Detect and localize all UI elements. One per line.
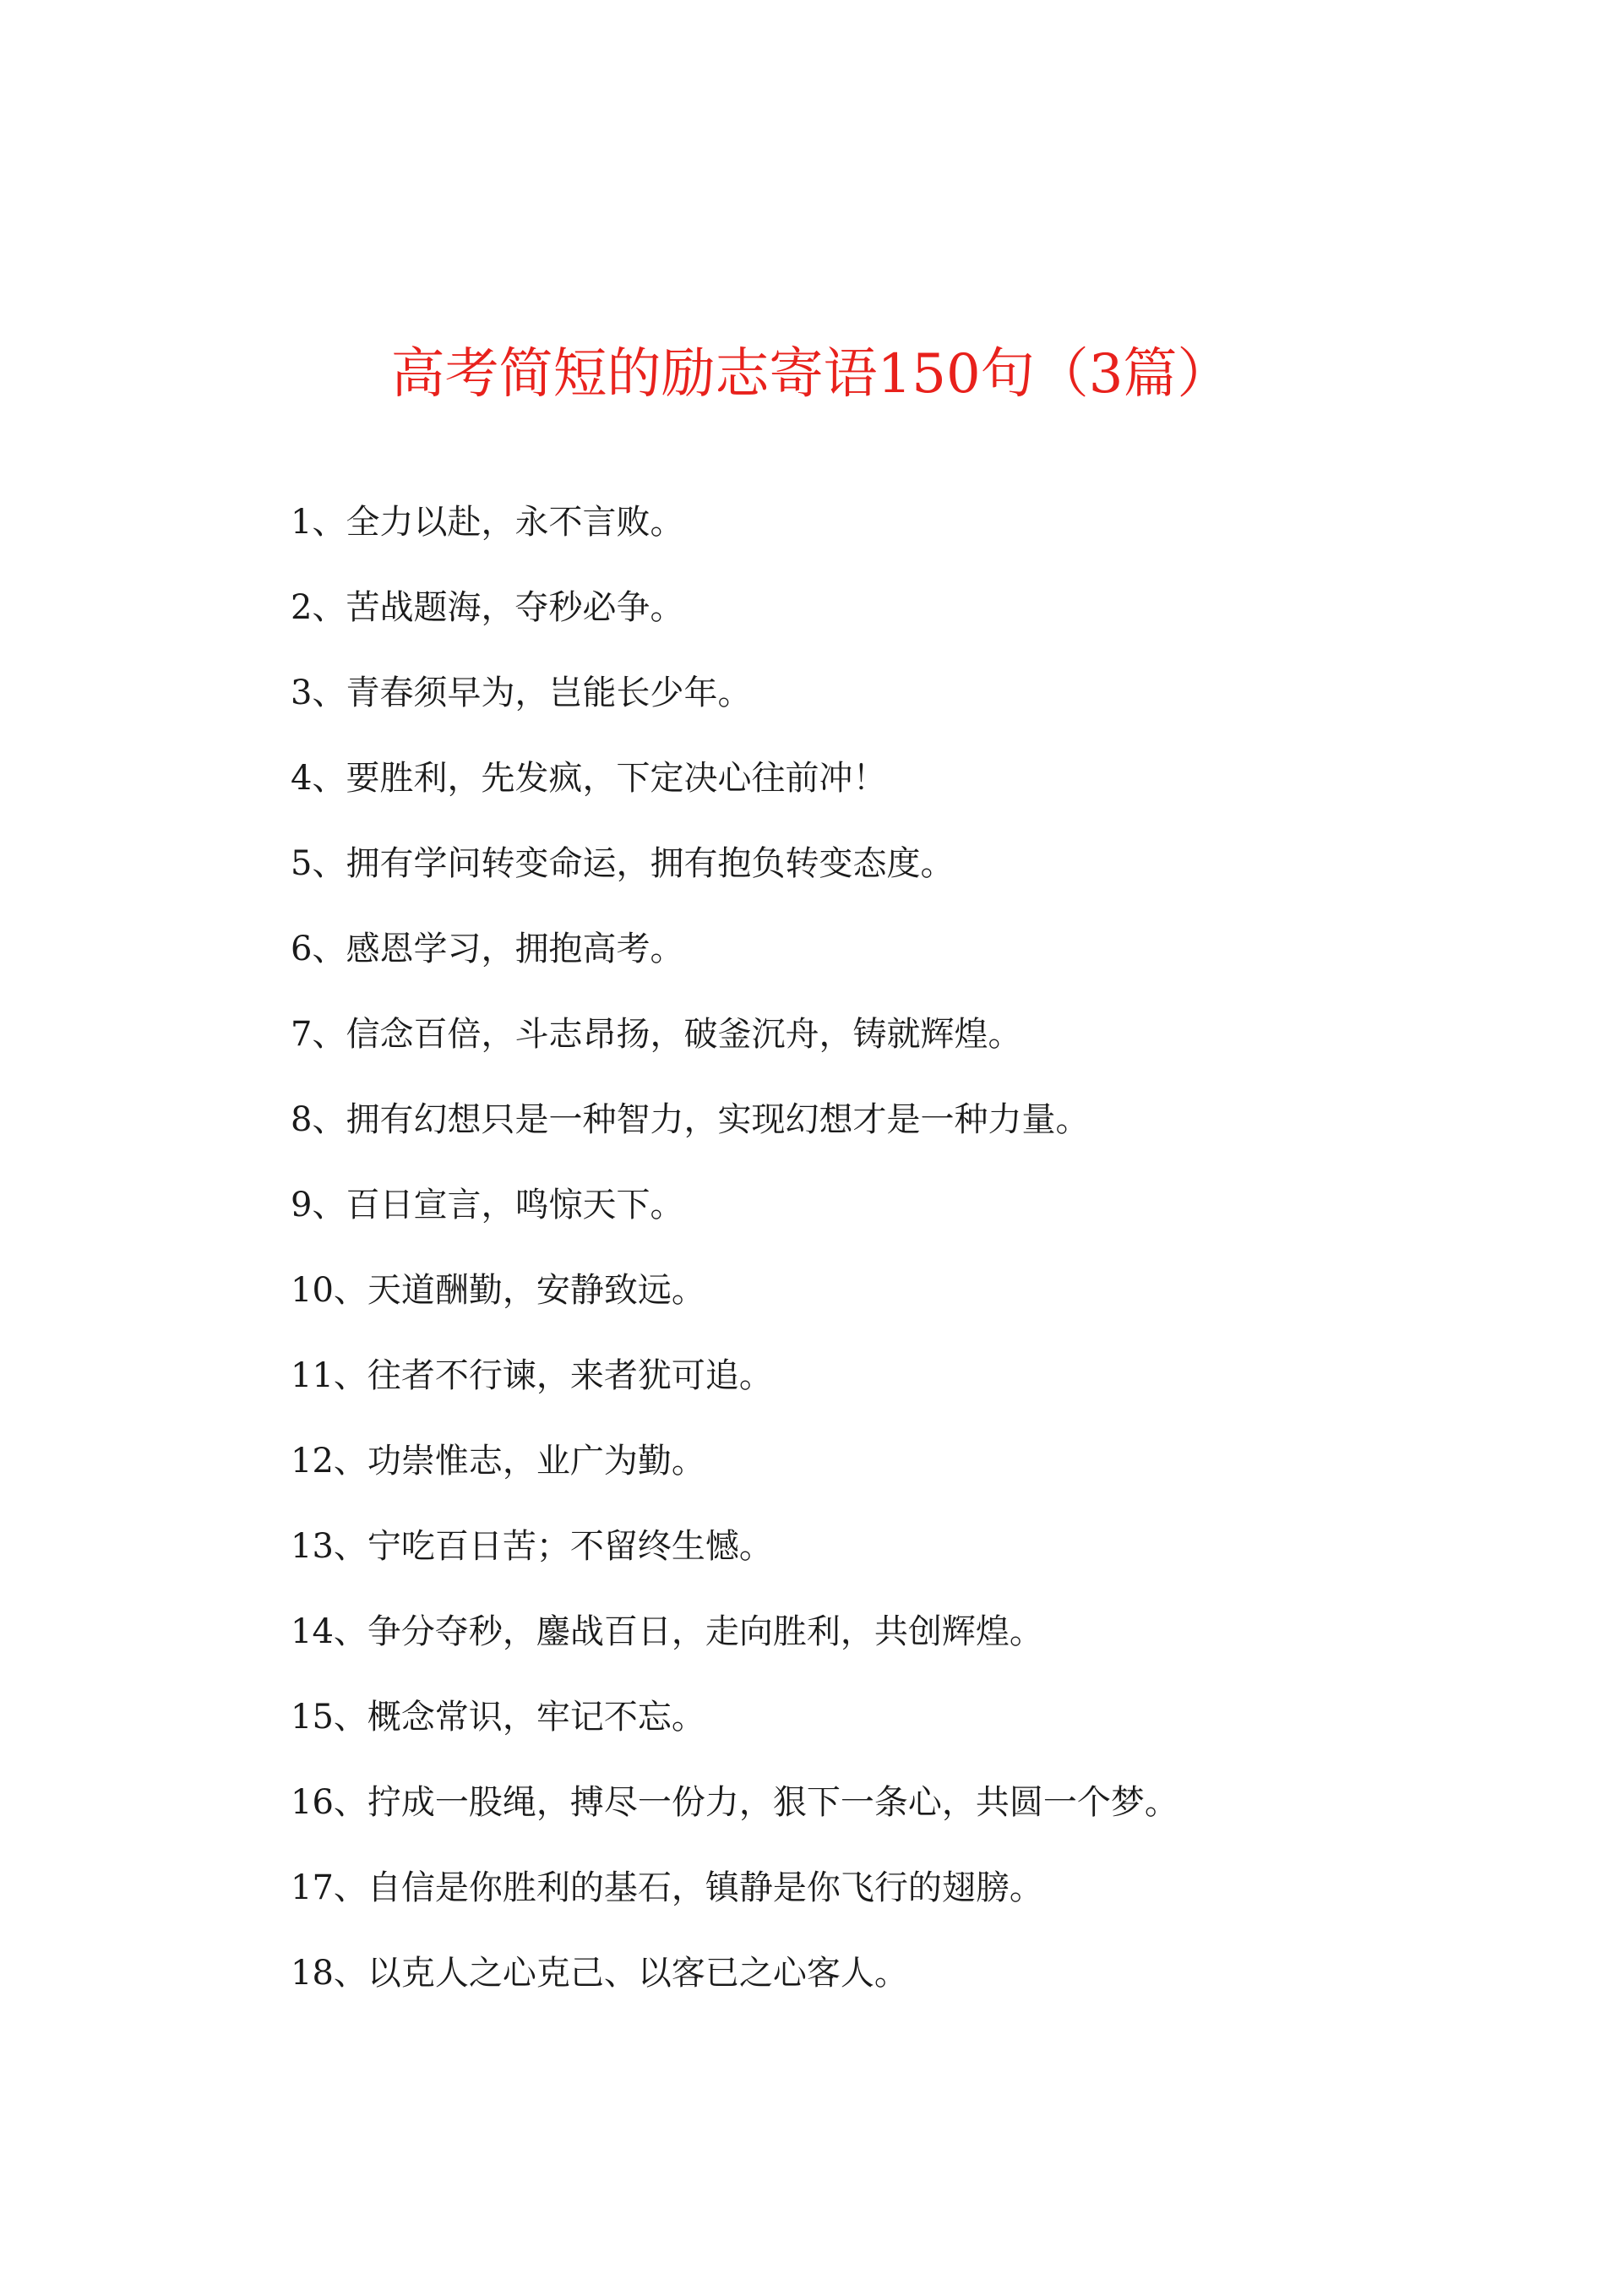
list-item: 4、要胜利，先发疯，下定决心往前冲！ — [291, 759, 887, 798]
list-item: 13、宁吃百日苦；不留终生憾。 — [291, 1527, 773, 1566]
list-item: 14、争分夺秒，鏖战百日，走向胜利，共创辉煌。 — [291, 1612, 1043, 1651]
list-item: 10、天道酬勤，安静致远。 — [291, 1271, 705, 1310]
list-item: 6、感恩学习，拥抱高考。 — [291, 930, 684, 968]
list-item: 11、往者不行谏，来者犹可追。 — [291, 1356, 773, 1395]
motto-list — [291, 488, 1558, 2025]
list-item: 12、功崇惟志，业广为勤。 — [291, 1442, 705, 1481]
list-item: 17、自信是你胜利的基石，镇静是你飞行的翅膀。 — [291, 1868, 1043, 1907]
list-item: 18、以克人之心克己、以客已之心客人。 — [291, 1954, 908, 1993]
list-item: 3、青春须早为，岂能长少年。 — [291, 674, 752, 712]
list-item: 8、拥有幻想只是一种智力，实现幻想才是一种力量。 — [291, 1100, 1090, 1139]
list-item: 7、信念百倍，斗志昂扬，破釜沉舟，铸就辉煌。 — [291, 1015, 1022, 1054]
list-item: 5、拥有学问转变命运，拥有抱负转变态度。 — [291, 844, 955, 883]
list-item: 1、全力以赴，永不言败。 — [291, 503, 684, 542]
list-item: 16、拧成一股绳，搏尽一份力，狠下一条心，共圆一个梦。 — [291, 1783, 1178, 1822]
list-item: 15、概念常识，牢记不忘。 — [291, 1698, 705, 1737]
list-item: 9、百日宣言，鸣惊天下。 — [291, 1186, 684, 1224]
document-title: 高考简短的励志寄语150句（3篇） — [390, 343, 1232, 406]
list-item: 2、苦战题海，夺秒必争。 — [291, 588, 684, 627]
